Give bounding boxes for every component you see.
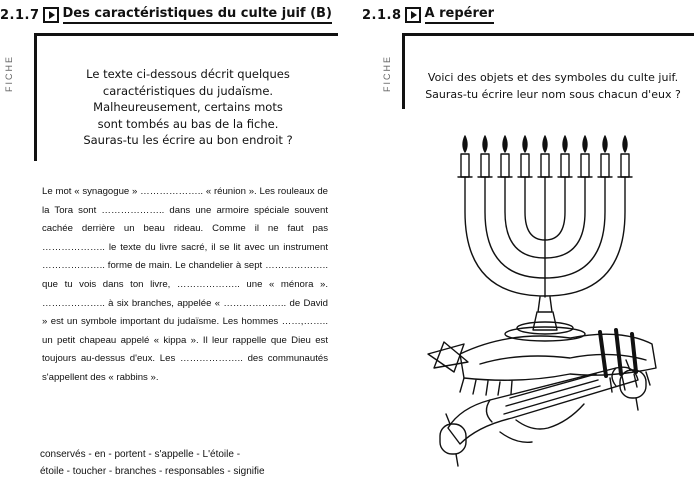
instruction-line: Sauras-tu écrire leur nom sous chacun d'eux ?: [425, 87, 681, 101]
worksheet-number: 2.1.8: [362, 7, 402, 23]
worksheet-header: [0, 4, 332, 26]
instruction-line: caractéristiques du judaïsme.: [102, 83, 274, 98]
instruction-line: Malheureusement, certains mots: [93, 100, 283, 114]
candles: [458, 136, 632, 177]
play-icon: [405, 7, 421, 23]
torah-scroll-icon: [440, 360, 646, 466]
exercise-text: Le mot « synagogue » ……………….. « réunion ». Les rouleaux de la Tora sont ……………….. dans une armoire spéciale souvent cachée derrière un beau rideau. Comme il ne faut pas ……………….. le texte du livre sacré, il se lit avec un instrument ……………….. forme de main. Le chandelier à sept ……………….. que tu vois dans ton livre, ……………….. une « ménora ». ……………….. à six branches, appelée « ……………….. de David » est un symbole important du judaïsme. Les hommes ……,…….. un petit chapeau appelé « kippa ». Il leur rappelle que Dieu est toujours au-dessus d'eux. Les ……………….. des communautés s'appellent des « rabbins ».: [42, 186, 328, 383]
instructions: [412, 70, 694, 103]
judaism-objects-illustration: [420, 132, 670, 482]
instruction-line: Sauras-tu les écrire au bon endroit ?: [83, 133, 293, 147]
instruction-line: Le texte ci-dessous décrit quelques: [86, 67, 290, 81]
word-bank-line: étoile - toucher - branches - responsables - signifie: [40, 466, 265, 477]
worksheet-number: 2.1.7: [0, 7, 40, 23]
instruction-line: sont tombés au bas de la fiche.: [97, 116, 279, 131]
worksheet-title: A repérer: [425, 6, 495, 24]
side-label: FICHE: [382, 55, 392, 92]
worksheet-2-1-8: [362, 0, 700, 489]
side-label: FICHE: [4, 55, 14, 92]
frame-left-rule: [34, 33, 37, 161]
frame-top-rule: [402, 33, 694, 36]
instructions: [46, 66, 330, 149]
frame-top-rule: [34, 33, 338, 36]
worksheet-header: [362, 4, 494, 26]
word-bank-line: conservés - en - portent - s'appelle - L'étoile -: [40, 449, 241, 460]
frame-left-rule: [402, 33, 405, 109]
play-icon: [43, 7, 59, 23]
word-bank: [40, 446, 332, 480]
menorah-icon: [458, 136, 632, 341]
instruction-line: Voici des objets et des symboles du culte juif.: [427, 71, 679, 84]
worksheet-title: Des caractéristiques du culte juif (B): [63, 6, 332, 24]
